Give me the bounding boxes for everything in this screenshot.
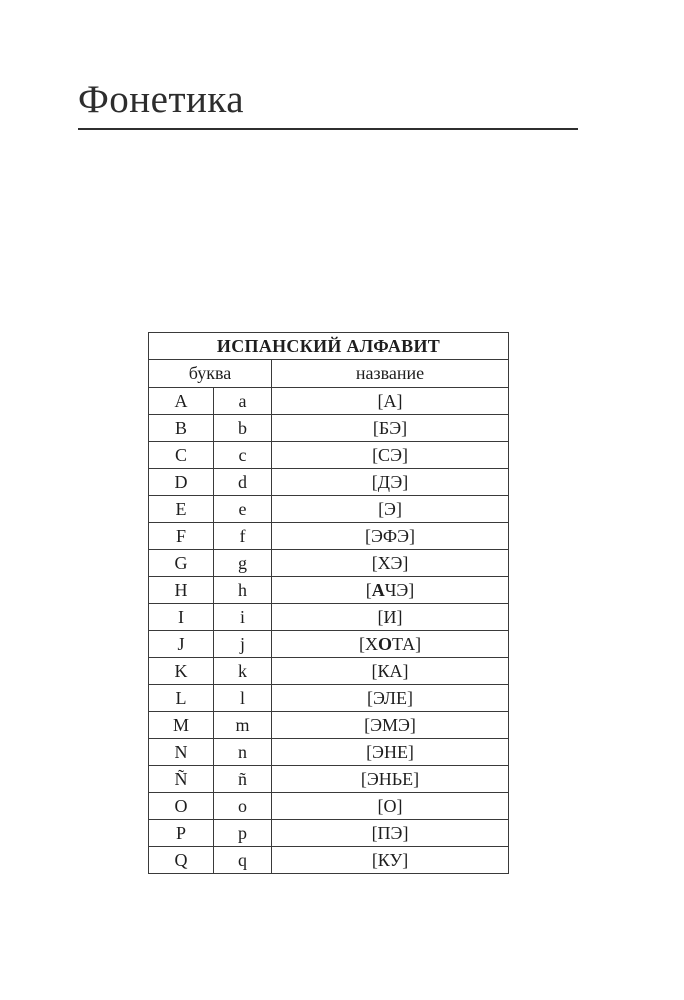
letter-lowercase: l — [214, 685, 272, 712]
letter-uppercase: Q — [149, 847, 214, 874]
letter-name — [272, 442, 509, 469]
page-title: Фонетика — [78, 78, 245, 121]
name-text: ЧЭ] — [384, 579, 415, 600]
letter-name — [272, 496, 509, 523]
table-row — [149, 415, 509, 442]
name-text: [ЭМЭ] — [364, 714, 416, 735]
letter-uppercase: K — [149, 658, 214, 685]
name-text: [Х — [358, 633, 378, 654]
letter-uppercase: M — [149, 712, 214, 739]
alphabet-table-body — [149, 388, 509, 874]
name-text: [КА] — [371, 660, 409, 681]
letter-lowercase: f — [214, 523, 272, 550]
letter-name — [272, 631, 509, 658]
table-row — [149, 820, 509, 847]
name-text: [ — [365, 579, 372, 600]
table-row — [149, 388, 509, 415]
letter-uppercase: B — [149, 415, 214, 442]
letter-name — [272, 766, 509, 793]
table-row — [149, 523, 509, 550]
letter-uppercase: Ñ — [149, 766, 214, 793]
letter-lowercase: ñ — [214, 766, 272, 793]
letter-lowercase: g — [214, 550, 272, 577]
letter-uppercase: O — [149, 793, 214, 820]
table-row — [149, 550, 509, 577]
letter-uppercase: C — [149, 442, 214, 469]
table-row — [149, 685, 509, 712]
letter-uppercase: J — [149, 631, 214, 658]
table-row — [149, 847, 509, 874]
letter-name — [272, 577, 509, 604]
letter-lowercase: q — [214, 847, 272, 874]
letter-lowercase: h — [214, 577, 272, 604]
name-text: [ДЭ] — [371, 471, 409, 492]
letter-lowercase: p — [214, 820, 272, 847]
letter-uppercase: H — [149, 577, 214, 604]
letter-name — [272, 712, 509, 739]
letter-lowercase: e — [214, 496, 272, 523]
letter-uppercase: G — [149, 550, 214, 577]
table-title: ИСПАНСКИЙ АЛФАВИТ — [149, 333, 509, 360]
name-text: [СЭ] — [372, 444, 408, 465]
letter-uppercase: F — [149, 523, 214, 550]
letter-uppercase: A — [149, 388, 214, 415]
table-row — [149, 631, 509, 658]
letter-lowercase: b — [214, 415, 272, 442]
letter-name — [272, 388, 509, 415]
letter-uppercase: P — [149, 820, 214, 847]
column-header-name: название — [272, 360, 509, 388]
letter-uppercase: E — [149, 496, 214, 523]
letter-lowercase: a — [214, 388, 272, 415]
letter-name — [272, 685, 509, 712]
table-title-row — [149, 333, 509, 360]
name-text: [А] — [377, 390, 403, 411]
name-text: [ЭНЬЕ] — [360, 768, 420, 789]
letter-lowercase: m — [214, 712, 272, 739]
letter-name — [272, 604, 509, 631]
letter-uppercase: I — [149, 604, 214, 631]
name-text: [Э] — [378, 498, 402, 519]
letter-name — [272, 523, 509, 550]
table-row — [149, 739, 509, 766]
letter-lowercase: j — [214, 631, 272, 658]
letter-name — [272, 793, 509, 820]
name-text: [ЭЛЕ] — [367, 687, 413, 708]
table-row — [149, 766, 509, 793]
letter-name — [272, 820, 509, 847]
table-row — [149, 496, 509, 523]
table-row — [149, 442, 509, 469]
stressed-letter: А — [371, 579, 385, 600]
name-text: [КУ] — [371, 849, 409, 870]
table-row — [149, 469, 509, 496]
name-text: [ЭНЕ] — [366, 741, 414, 762]
table-row — [149, 658, 509, 685]
table-row — [149, 793, 509, 820]
letter-lowercase: o — [214, 793, 272, 820]
letter-name — [272, 658, 509, 685]
letter-name — [272, 847, 509, 874]
name-text: [ПЭ] — [371, 822, 409, 843]
letter-lowercase: n — [214, 739, 272, 766]
name-text: [О] — [377, 795, 403, 816]
table-row — [149, 604, 509, 631]
letter-name — [272, 469, 509, 496]
name-text: [БЭ] — [372, 417, 408, 438]
table-row — [149, 712, 509, 739]
letter-uppercase: D — [149, 469, 214, 496]
stressed-letter: О — [377, 633, 392, 654]
column-header-letter: буква — [149, 360, 272, 388]
letter-name — [272, 739, 509, 766]
title-divider — [78, 128, 578, 130]
column-header-row — [149, 360, 509, 388]
letter-name — [272, 415, 509, 442]
letter-uppercase: N — [149, 739, 214, 766]
letter-lowercase: c — [214, 442, 272, 469]
letter-uppercase: L — [149, 685, 214, 712]
table-row — [149, 577, 509, 604]
letter-lowercase: d — [214, 469, 272, 496]
letter-lowercase: i — [214, 604, 272, 631]
name-text: ТА] — [391, 633, 422, 654]
letter-name — [272, 550, 509, 577]
name-text: [ХЭ] — [371, 552, 409, 573]
name-text: [И] — [377, 606, 403, 627]
letter-lowercase: k — [214, 658, 272, 685]
spanish-alphabet-table — [148, 332, 509, 874]
name-text: [ЭФЭ] — [364, 525, 416, 546]
